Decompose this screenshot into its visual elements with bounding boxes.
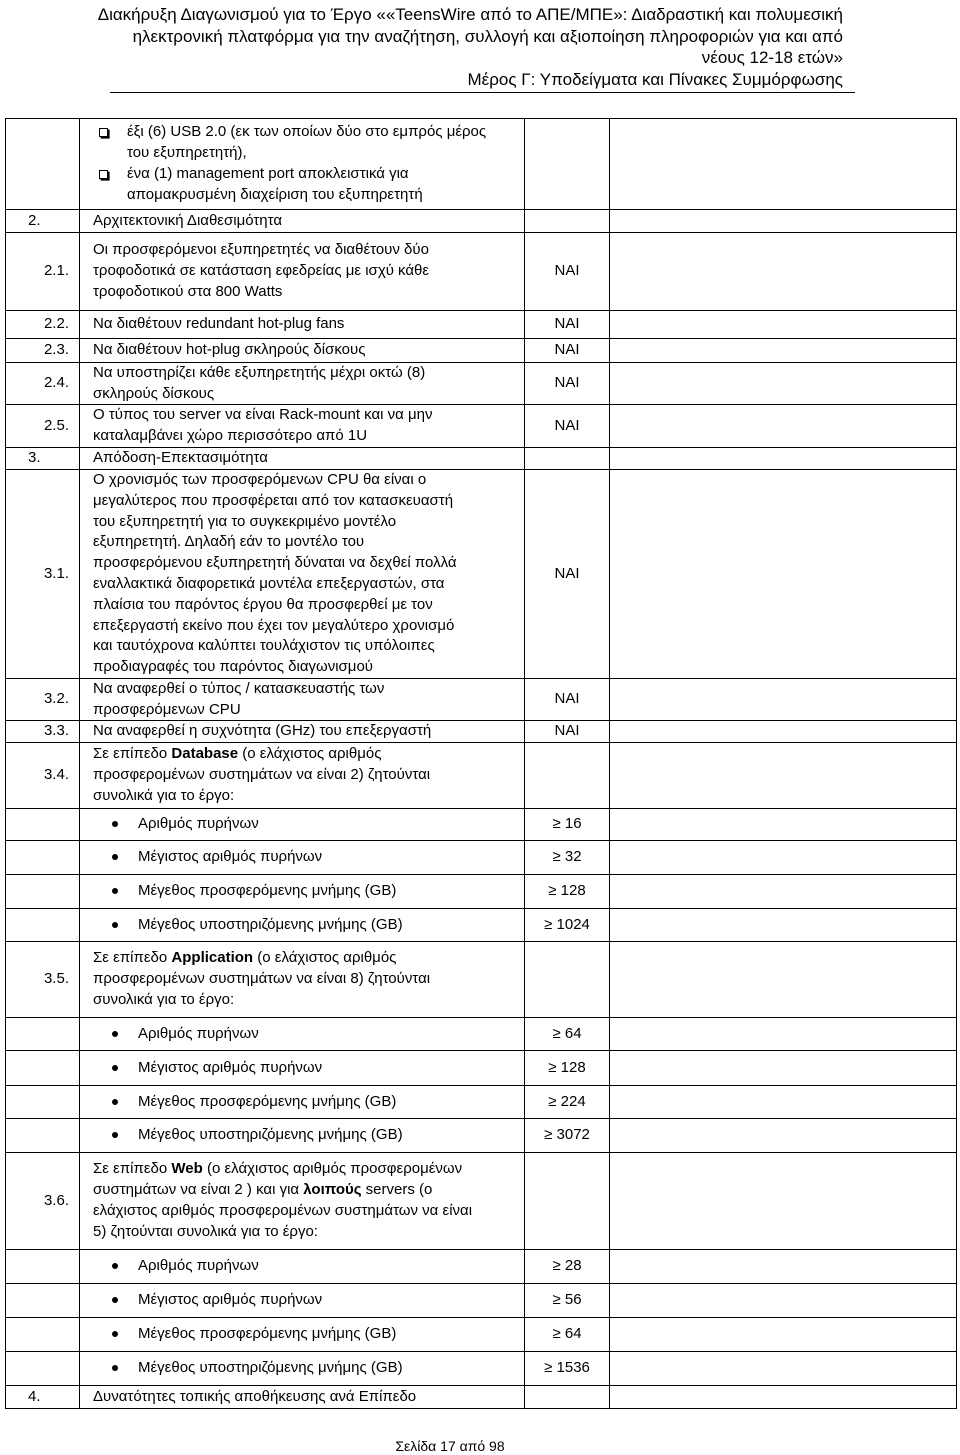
response-cell (610, 679, 956, 720)
requirement-cell (525, 233, 610, 310)
response-cell (610, 1352, 956, 1385)
spec-bullet (93, 1125, 403, 1146)
description-cell (80, 1352, 525, 1385)
response-cell (610, 1386, 956, 1408)
spec-bullet (93, 1024, 259, 1045)
bullet-icon (112, 1031, 118, 1037)
response-cell (610, 448, 956, 469)
response-cell (610, 909, 956, 941)
spec-bullet-label: Μέγεθος υποστηριζόμενης μνήμης (GB) (138, 1126, 403, 1144)
spec-description (93, 470, 457, 678)
section-title: Δυνατότητες τοπικής αποθήκευσης ανά Επίπεδο (93, 1387, 417, 1405)
number-cell (6, 841, 80, 874)
number-cell (6, 1352, 80, 1385)
spec-description-line: τροφοδοτικού στα 800 Watts (93, 282, 283, 300)
checklist-item-line: του εξυπηρετητή), (127, 144, 247, 162)
requirement-cell (525, 119, 610, 209)
response-cell (610, 875, 956, 908)
number-cell (6, 942, 80, 1017)
spec-text: (ο ελάχιστος αριθμός (253, 949, 397, 967)
spec-bullet-row (6, 1250, 956, 1284)
spec-number: 3.1. (43, 564, 69, 582)
spec-description (93, 948, 430, 1010)
spec-row (6, 470, 956, 679)
description-cell (80, 448, 525, 469)
section-row (6, 1386, 956, 1409)
number-cell (6, 1318, 80, 1351)
spec-row (6, 743, 956, 809)
spec-bullet (93, 1358, 403, 1379)
spec-bullet-row (6, 875, 956, 909)
spec-number: 2.5. (43, 416, 69, 434)
spec-number: 3.5. (43, 970, 69, 988)
spec-row (6, 1153, 956, 1250)
spec-description-line: Να διαθέτουν redundant hot-plug fans (93, 315, 345, 333)
description-cell (80, 339, 525, 362)
spec-bullet-row (6, 1318, 956, 1352)
requirement-cell (525, 1086, 610, 1118)
checkbox-square-icon (99, 128, 108, 137)
description-cell (80, 1086, 525, 1118)
spec-bullet-value: ≥ 64 (552, 1024, 582, 1042)
requirement-value: ΝΑΙ (554, 416, 580, 434)
spec-description (93, 679, 384, 721)
spec-description (93, 405, 432, 447)
spec-bullet-row (6, 1051, 956, 1086)
spec-bullet (93, 847, 322, 868)
bullet-icon (112, 1263, 118, 1269)
spec-bullet-value: ≥ 128 (548, 1058, 586, 1076)
number-cell (6, 1119, 80, 1152)
spec-description-line: συνολικά για το έργο: (93, 786, 235, 804)
number-cell (6, 311, 80, 338)
spec-text: (ο ελάχιστος αριθμός (238, 745, 382, 763)
document-header-subtitle: Μέρος Γ: Υποδείγματα και Πίνακες Συμμόρφωσης (467, 70, 843, 90)
response-cell (610, 841, 956, 874)
requirement-value: ΝΑΙ (554, 690, 580, 708)
compliance-table (5, 118, 957, 1409)
number-cell (6, 1153, 80, 1249)
spec-number: 2.4. (43, 374, 69, 392)
response-cell (610, 210, 956, 232)
description-cell (80, 679, 525, 720)
description-cell (80, 743, 525, 808)
spec-bullet-value: ≥ 1024 (544, 915, 590, 933)
spec-number: 2.1. (43, 262, 69, 280)
spec-description-line: καταλαμβάνει χώρο περισσότερο από 1U (93, 427, 368, 444)
spec-bullet-value: ≥ 128 (548, 882, 586, 900)
bullet-icon (112, 1065, 118, 1071)
spec-bullet-row (6, 1284, 956, 1318)
spec-row (6, 363, 956, 405)
spec-description-line: πλαίσια του παρόντος έργου θα προσφερθεί με τον (93, 595, 433, 613)
spec-bullet-label: Μέγιστος αριθμός πυρήνων (138, 1291, 323, 1309)
response-cell (610, 809, 956, 840)
requirement-value: ΝΑΙ (554, 262, 580, 280)
response-cell (610, 942, 956, 1017)
spec-bullet-row (6, 1119, 956, 1153)
spec-description-line: μεγαλύτερος που προσφέρεται από τον κατασκευαστή (93, 491, 454, 509)
spec-description-line: συνολικά για το έργο: (93, 990, 235, 1008)
spec-description (93, 721, 431, 742)
requirement-cell (525, 405, 610, 447)
spec-bullet-label: Μέγεθος προσφερόμενης μνήμης (GB) (138, 1325, 397, 1343)
spec-description-line (93, 1159, 472, 1180)
number-cell (6, 448, 80, 469)
response-cell (610, 363, 956, 404)
spec-bullet-row (6, 809, 956, 841)
section-number: 2. (28, 211, 41, 229)
spec-bullet-label: Μέγεθος υποστηριζόμενης μνήμης (GB) (138, 1359, 403, 1377)
bullet-icon (112, 1099, 118, 1105)
header-rule (110, 92, 855, 93)
requirement-cell (525, 809, 610, 840)
spec-row (6, 405, 956, 448)
response-cell (610, 721, 956, 742)
checklist-row (6, 119, 956, 210)
checklist-item (93, 122, 486, 164)
spec-description-line: εξυπηρετητή. Δηλαδή εάν το μοντέλο του (93, 533, 365, 551)
description-cell (80, 1250, 525, 1283)
requirement-cell (525, 1051, 610, 1085)
bullet-icon (112, 821, 118, 827)
spec-description (93, 340, 365, 361)
checklist (93, 122, 486, 205)
spec-bullet-value: ≥ 64 (552, 1325, 582, 1343)
number-cell (6, 470, 80, 678)
requirement-cell (525, 875, 610, 908)
spec-emphasis: λοιπούς (303, 1181, 362, 1199)
spec-bullet-row (6, 1086, 956, 1119)
spec-description-line: προδιαγραφές του παρόντος διαγωνισμού (93, 658, 373, 676)
spec-bullet-label: Μέγεθος προσφερόμενης μνήμης (GB) (138, 882, 397, 900)
response-cell (610, 405, 956, 447)
number-cell (6, 1386, 80, 1408)
section-number: 4. (28, 1387, 41, 1405)
description-cell (80, 119, 525, 209)
spec-description-line: επεξεργαστή εκείνο που έχει τον μεγαλύτερο χρονισμό (93, 616, 455, 634)
response-cell (610, 233, 956, 310)
spec-description (93, 363, 425, 405)
number-cell (6, 1284, 80, 1317)
requirement-cell (525, 743, 610, 808)
page-number: Σελίδα 17 από 98 (395, 1438, 505, 1454)
document-header (98, 4, 843, 91)
bullet-icon (112, 1132, 118, 1138)
number-cell (6, 721, 80, 742)
description-cell (80, 210, 525, 232)
spec-bullet-value: ≥ 28 (552, 1257, 582, 1275)
response-cell (610, 1318, 956, 1351)
spec-description-line (93, 948, 430, 969)
spec-description-line: Ο τύπος του server να είναι Rack-mount και να μην (93, 406, 433, 424)
spec-bullet-label: Μέγιστος αριθμός πυρήνων (138, 848, 323, 866)
spec-bullet (93, 881, 396, 902)
number-cell (6, 405, 80, 447)
spec-bullet (93, 814, 259, 835)
description-cell (80, 1051, 525, 1085)
number-cell (6, 339, 80, 362)
number-cell (6, 1086, 80, 1118)
bullet-icon (112, 922, 118, 928)
spec-description-line: Να αναφερθεί η συχνότητα (GHz) του επεξεργαστή (93, 722, 432, 740)
number-cell (6, 1250, 80, 1283)
spec-description-line: Οι προσφερόμενοι εξυπηρετητές να διαθέτουν δύο (93, 241, 429, 259)
section-number: 3. (28, 449, 41, 467)
requirement-cell (525, 1153, 610, 1249)
section-row (6, 210, 956, 233)
requirement-cell (525, 679, 610, 720)
spec-row (6, 233, 956, 311)
response-cell (610, 1051, 956, 1085)
description-cell (80, 1386, 525, 1408)
number-cell (6, 909, 80, 941)
number-cell (6, 1018, 80, 1050)
spec-bullet (93, 1058, 322, 1079)
spec-bullet-label: Μέγιστος αριθμός πυρήνων (138, 1058, 323, 1076)
description-cell (80, 841, 525, 874)
spec-row (6, 721, 956, 743)
response-cell (610, 1250, 956, 1283)
spec-number: 3.2. (43, 690, 69, 708)
description-cell (80, 1153, 525, 1249)
spec-description-line: Να αναφερθεί ο τύπος / κατασκευαστής των (93, 679, 385, 697)
description-cell (80, 1318, 525, 1351)
spec-description (93, 240, 429, 302)
requirement-cell (525, 942, 610, 1017)
description-cell (80, 1284, 525, 1317)
spec-row (6, 942, 956, 1018)
spec-number: 2.2. (43, 315, 69, 333)
description-cell (80, 233, 525, 310)
requirement-cell (525, 363, 610, 404)
spec-emphasis: Web (171, 1160, 203, 1178)
spec-number: 3.6. (43, 1191, 69, 1209)
spec-text: (ο ελάχιστος αριθμός προσφερομένων (202, 1160, 463, 1178)
checkbox-square-icon (99, 170, 108, 179)
number-cell (6, 809, 80, 840)
spec-description-line: εναλλακτικά διαφορετικά μοντέλα επεξεργαστών, στα (93, 575, 445, 592)
spec-text: Σε επίπεδο (93, 1160, 172, 1178)
requirement-cell (525, 841, 610, 874)
requirement-cell (525, 339, 610, 362)
description-cell (80, 809, 525, 840)
spec-bullet-label: Μέγεθος προσφερόμενης μνήμης (GB) (138, 1092, 397, 1110)
description-cell (80, 909, 525, 941)
checklist-item-text (127, 164, 423, 206)
spec-bullet-row (6, 909, 956, 942)
spec-bullet-value: ≥ 3072 (544, 1126, 590, 1144)
number-cell (6, 363, 80, 404)
spec-bullet-value: ≥ 16 (552, 815, 582, 833)
checkbox-slot (93, 122, 127, 137)
requirement-cell (525, 1318, 610, 1351)
response-cell (610, 1119, 956, 1152)
spec-description-line: του εξυπηρετητή για το συγκεκριμένο μοντέλο (93, 512, 397, 530)
bullet-icon (112, 888, 118, 894)
spec-description-line: Να διαθέτουν hot-plug σκληρούς δίσκους (93, 341, 366, 359)
requirement-cell (525, 210, 610, 232)
spec-bullet-label: Μέγεθος υποστηριζόμενης μνήμης (GB) (138, 915, 403, 933)
requirement-value: ΝΑΙ (554, 341, 580, 359)
bullet-icon (112, 1297, 118, 1303)
checkbox-slot (93, 164, 127, 179)
spec-bullet-value: ≥ 1536 (544, 1359, 590, 1377)
requirement-value: ΝΑΙ (554, 564, 580, 582)
response-cell (610, 1153, 956, 1249)
spec-bullet-row (6, 1352, 956, 1386)
bullet-icon (112, 854, 118, 860)
response-cell (610, 1086, 956, 1118)
section-title: Αρχιτεκτονική Διαθεσιμότητα (93, 211, 282, 229)
bullet-icon (112, 1331, 118, 1337)
requirement-cell (525, 721, 610, 742)
requirement-cell (525, 448, 610, 469)
spec-bullet (93, 1290, 322, 1311)
bullet-icon (112, 1365, 118, 1371)
section-row (6, 448, 956, 470)
spec-row (6, 311, 956, 339)
description-cell (80, 721, 525, 742)
spec-description-line (93, 744, 430, 765)
requirement-value: ΝΑΙ (554, 722, 580, 740)
number-cell (6, 679, 80, 720)
section-title: Απόδοση-Επεκτασιμότητα (93, 449, 268, 467)
spec-bullet (93, 1092, 396, 1113)
checklist-item-text (127, 122, 486, 164)
spec-emphasis: Database (171, 745, 239, 763)
spec-description-line: ελάχιστος αριθμός προσφερομένων συστημάτων να είναι (93, 1202, 473, 1219)
spec-text: συστημάτων να είναι 2 ) και για (93, 1181, 304, 1199)
number-cell (6, 743, 80, 808)
spec-bullet-label: Αριθμός πυρήνων (138, 1024, 259, 1042)
spec-bullet-row (6, 1018, 956, 1051)
spec-description-line: προσφερόμενων CPU (93, 700, 241, 718)
requirement-cell (525, 909, 610, 941)
number-cell (6, 233, 80, 310)
description-cell (80, 311, 525, 338)
spec-number: 3.4. (43, 766, 69, 784)
requirement-cell (525, 1284, 610, 1317)
checklist-item-line: ένα (1) management port αποκλειστικά για (127, 165, 409, 182)
spec-text: Σε επίπεδο (93, 949, 172, 967)
number-cell (6, 875, 80, 908)
document-header-line: νέους 12-18 ετών» (701, 48, 843, 68)
response-cell (610, 743, 956, 808)
description-cell (80, 1119, 525, 1152)
spec-description-line (93, 1180, 472, 1201)
spec-description-line: Ο χρονισμός των προσφερόμενων CPU θα είναι ο (93, 471, 427, 489)
spec-description-line: προσφερόμενου εξυπηρετητή δύναται να δεχθεί πολλά (93, 554, 457, 572)
requirement-value: ΝΑΙ (554, 315, 580, 333)
spec-description-line: σκληρούς δίσκους (93, 384, 215, 402)
description-cell (80, 405, 525, 447)
requirement-cell (525, 1352, 610, 1385)
description-cell (80, 470, 525, 678)
spec-bullet-label: Αριθμός πυρήνων (138, 815, 259, 833)
spec-bullet (93, 915, 403, 936)
spec-number: 3.3. (43, 722, 69, 740)
requirement-cell (525, 470, 610, 678)
spec-description (93, 1159, 472, 1242)
description-cell (80, 1018, 525, 1050)
spec-description-line: τροφοδοτικά σε κατάσταση εφεδρείας με ισχύ κάθε (93, 262, 430, 280)
document-header-line: ηλεκτρονική πλατφόρμα για την αναζήτηση, συλλογή και αξιοποίηση πληροφοριών για και από (132, 26, 843, 46)
requirement-cell (525, 311, 610, 338)
checklist-item-line: απομακρυσμένη διαχείριση του εξυπηρετητή (127, 185, 423, 203)
spec-row (6, 679, 956, 721)
number-cell (6, 210, 80, 232)
spec-description-line: προσφερομένων συστημάτων να είναι 8) ζητούνται (93, 970, 431, 988)
description-cell (80, 875, 525, 908)
spec-bullet (93, 1324, 396, 1345)
response-cell (610, 311, 956, 338)
spec-bullet-row (6, 841, 956, 875)
description-cell (80, 942, 525, 1017)
spec-description-line: προσφερομένων συστημάτων να είναι 2) ζητούνται (93, 766, 431, 784)
requirement-cell (525, 1119, 610, 1152)
spec-bullet-value: ≥ 56 (552, 1291, 582, 1309)
spec-row (6, 339, 956, 363)
spec-bullet-value: ≥ 224 (548, 1092, 586, 1110)
requirement-cell (525, 1386, 610, 1408)
response-cell (610, 470, 956, 678)
requirement-value: ΝΑΙ (554, 374, 580, 392)
response-cell (610, 1018, 956, 1050)
response-cell (610, 1284, 956, 1317)
checklist-item-line: έξι (6) USB 2.0 (εκ των οποίων δύο στο εμπρός μέρος (127, 123, 487, 141)
response-cell (610, 119, 956, 209)
spec-description-line: Να υποστηρίζει κάθε εξυπηρετητής μέχρι οκτώ (8) (93, 363, 426, 381)
document-header-line: Διακήρυξη Διαγωνισμού για το Έργο ««TeensWire από το ΑΠΕ/ΜΠΕ»: Διαδραστική και πολυμεσική (97, 5, 843, 24)
number-cell (6, 119, 80, 209)
spec-number: 2.3. (43, 341, 69, 359)
spec-description (93, 744, 430, 806)
requirement-cell (525, 1018, 610, 1050)
spec-bullet-label: Αριθμός πυρήνων (138, 1257, 259, 1275)
spec-description-line: και ταυτόχρονα καλύπτει τουλάχιστον τις υπόλοιπες (93, 637, 435, 655)
response-cell (610, 339, 956, 362)
spec-bullet-value: ≥ 32 (552, 848, 582, 866)
spec-text: servers (ο (361, 1181, 433, 1199)
spec-emphasis: Application (171, 949, 254, 967)
requirement-cell (525, 1250, 610, 1283)
spec-description (93, 314, 344, 335)
spec-description-line: 5) ζητούνται συνολικά για το έργο: (93, 1222, 318, 1240)
spec-text: Σε επίπεδο (93, 745, 172, 763)
checklist-item (93, 164, 486, 206)
description-cell (80, 363, 525, 404)
spec-bullet (93, 1256, 259, 1277)
number-cell (6, 1051, 80, 1085)
